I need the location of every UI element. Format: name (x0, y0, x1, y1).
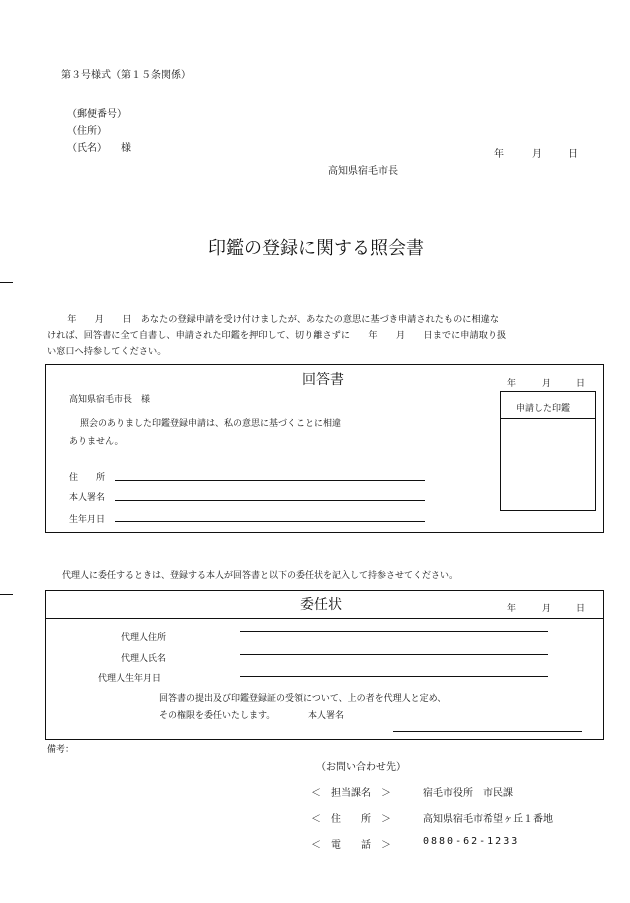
contact-phone-value: 0880-62-1233 (423, 836, 520, 847)
postal-code-label: （郵便番号） (67, 109, 127, 120)
proxy-form-divider (45, 618, 604, 619)
reply-form-title: 回答書 (302, 372, 344, 388)
agent-name-line[interactable] (240, 654, 548, 655)
reply-birthdate-label: 生年月日 (69, 515, 106, 525)
intro-line: 年 月 日 あなたの登録申請を受け付けましたが、あなたの意思に基づき申請されたものに相違な (67, 314, 500, 325)
contact-dept-value: 宿毛市役所 市民課 (423, 788, 513, 799)
proxy-date-month: 月 (542, 604, 552, 614)
issuer: 高知県宿毛市長 (328, 166, 398, 177)
contact-address-label: ＜ 住 所 ＞ (311, 814, 391, 825)
reply-date-year: 年 (507, 379, 517, 389)
principal-signature-line[interactable] (393, 731, 582, 732)
principal-signature-label: 本人署名 (308, 711, 345, 721)
honorific: 様 (121, 143, 131, 154)
reply-statement-line: 照会のありました印鑑登録申請は、私の意思に基づくことに相違 (80, 419, 342, 429)
reply-signature-line[interactable] (115, 500, 425, 501)
intro-line: ければ、回答書に全て自書し、申請された印鑑を押印して、切り離さずに 年 月 日までに申請取り扱 (47, 330, 507, 341)
proxy-date-year: 年 (507, 604, 517, 614)
header-date-year: 年 (494, 149, 504, 160)
agent-birthdate-line[interactable] (240, 676, 548, 677)
agent-name-label: 代理人氏名 (121, 654, 167, 664)
cut-mark (0, 282, 13, 283)
contact-heading: （お問い合わせ先） (316, 762, 406, 773)
proxy-form-title: 委任状 (300, 597, 342, 613)
reply-date-day: 日 (576, 379, 586, 389)
header-date-month: 月 (532, 149, 542, 160)
address-label: （住所） (67, 126, 107, 137)
name-label: （氏名） (67, 143, 107, 154)
agent-address-label: 代理人住所 (121, 633, 167, 643)
reply-signature-label: 本人署名 (69, 493, 106, 503)
page-title: 印鑑の登録に関する照会書 (208, 238, 424, 259)
agent-birthdate-label: 代理人生年月日 (98, 674, 162, 684)
form-number: 第３号様式（第１５条関係） (61, 70, 191, 81)
contact-phone-label: ＜ 電 話 ＞ (311, 840, 391, 851)
contact-address-value: 高知県宿毛市希望ヶ丘１番地 (423, 814, 553, 825)
reply-addressee: 高知県宿毛市長 様 (69, 395, 151, 405)
reply-address-line[interactable] (115, 480, 425, 481)
intro-paragraph (47, 310, 607, 362)
proxy-note: 代理人に委任するときは、登録する本人が回答書と以下の委任状を記入して持参させてください。 (62, 571, 459, 581)
reply-statement-line: ありません。 (69, 437, 124, 447)
agent-address-line[interactable] (240, 631, 548, 632)
contact-dept-label: ＜ 担当課名 ＞ (311, 788, 391, 799)
delegation-line: その権限を委任いたします。 (159, 711, 276, 721)
header-date-day: 日 (568, 149, 578, 160)
cut-mark (0, 594, 13, 595)
reply-birthdate-line[interactable] (115, 521, 425, 522)
reply-date-month: 月 (542, 379, 552, 389)
remarks-label: 備考： (47, 745, 75, 755)
reply-address-label: 住 所 (69, 473, 106, 483)
intro-line: い窓口へ持参してください。 (47, 346, 167, 357)
seal-box-divider (500, 418, 596, 419)
delegation-line: 回答書の提出及び印鑑登録証の受領について、上の者を代理人と定め、 (159, 694, 447, 704)
proxy-date-day: 日 (576, 604, 586, 614)
seal-box-label: 申請した印鑑 (516, 404, 571, 414)
